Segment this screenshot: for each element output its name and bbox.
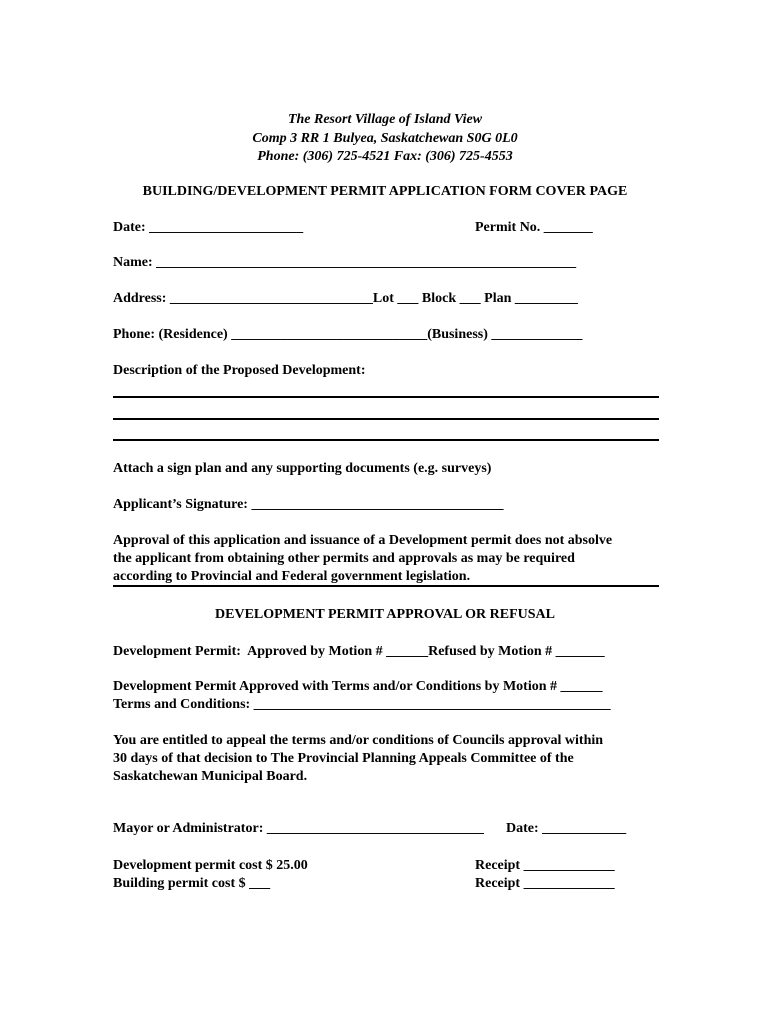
description-label: Description of the Proposed Development: xyxy=(113,363,366,378)
permit-no-field[interactable]: Permit No. _______ xyxy=(475,220,593,235)
appeal-text-line-3: Saskatchewan Municipal Board. xyxy=(113,769,308,784)
mayor-date-field[interactable]: Date: ____________ xyxy=(506,821,627,836)
name-field[interactable]: Name: ____________________________________________________________ xyxy=(113,255,577,270)
building-cost-field[interactable]: Building permit cost $ ___ xyxy=(113,876,271,891)
address-lot-field[interactable]: Address: _____________________________Lot ___ Block ___ Plan _________ xyxy=(113,291,578,306)
description-line-2[interactable] xyxy=(113,418,659,420)
description-line-3[interactable] xyxy=(113,439,659,441)
permit-motion-field[interactable]: Development Permit: Approved by Motion # ______Refused by Motion # _______ xyxy=(113,644,605,659)
signature-field[interactable]: Applicant’s Signature: ____________________________________ xyxy=(113,497,504,512)
mayor-field[interactable]: Mayor or Administrator: _______________________________ xyxy=(113,821,484,836)
org-address: Comp 3 RR 1 Bulyea, Saskatchewan S0G 0L0 xyxy=(252,131,518,146)
description-line-1[interactable] xyxy=(113,396,659,398)
receipt-2-field[interactable]: Receipt _____________ xyxy=(475,876,615,891)
section2-title: DEVELOPMENT PERMIT APPROVAL OR REFUSAL xyxy=(215,607,555,622)
receipt-1-field[interactable]: Receipt _____________ xyxy=(475,858,615,873)
form-title: BUILDING/DEVELOPMENT PERMIT APPLICATION FORM COVER PAGE xyxy=(142,184,628,199)
terms-motion-field[interactable]: Development Permit Approved with Terms and/or Conditions by Motion # ______ xyxy=(113,679,603,694)
phone-field[interactable]: Phone: (Residence) ____________________________(Business) _____________ xyxy=(113,327,583,342)
org-name: The Resort Village of Island View xyxy=(287,112,483,127)
development-cost: Development permit cost $ 25.00 xyxy=(113,858,308,873)
terms-conditions-field[interactable]: Terms and Conditions: ___________________________________________________ xyxy=(113,697,611,712)
approval-notice-line-1: Approval of this application and issuance of a Development permit does not absolve xyxy=(113,533,613,548)
attach-instruction: Attach a sign plan and any supporting documents (e.g. surveys) xyxy=(113,461,492,476)
section-divider xyxy=(113,585,659,587)
approval-notice-line-2: the applicant from obtaining other permits and approvals as may be required xyxy=(113,551,575,566)
approval-notice-line-3: according to Provincial and Federal government legislation. xyxy=(113,569,471,584)
appeal-text-line-1: You are entitled to appeal the terms and/or conditions of Councils approval within xyxy=(113,733,604,748)
appeal-text-line-2: 30 days of that decision to The Provincial Planning Appeals Committee of the xyxy=(113,751,574,766)
date-field[interactable]: Date: ______________________ xyxy=(113,220,304,235)
org-phone-fax: Phone: (306) 725-4521 Fax: (306) 725-4553 xyxy=(257,149,513,164)
